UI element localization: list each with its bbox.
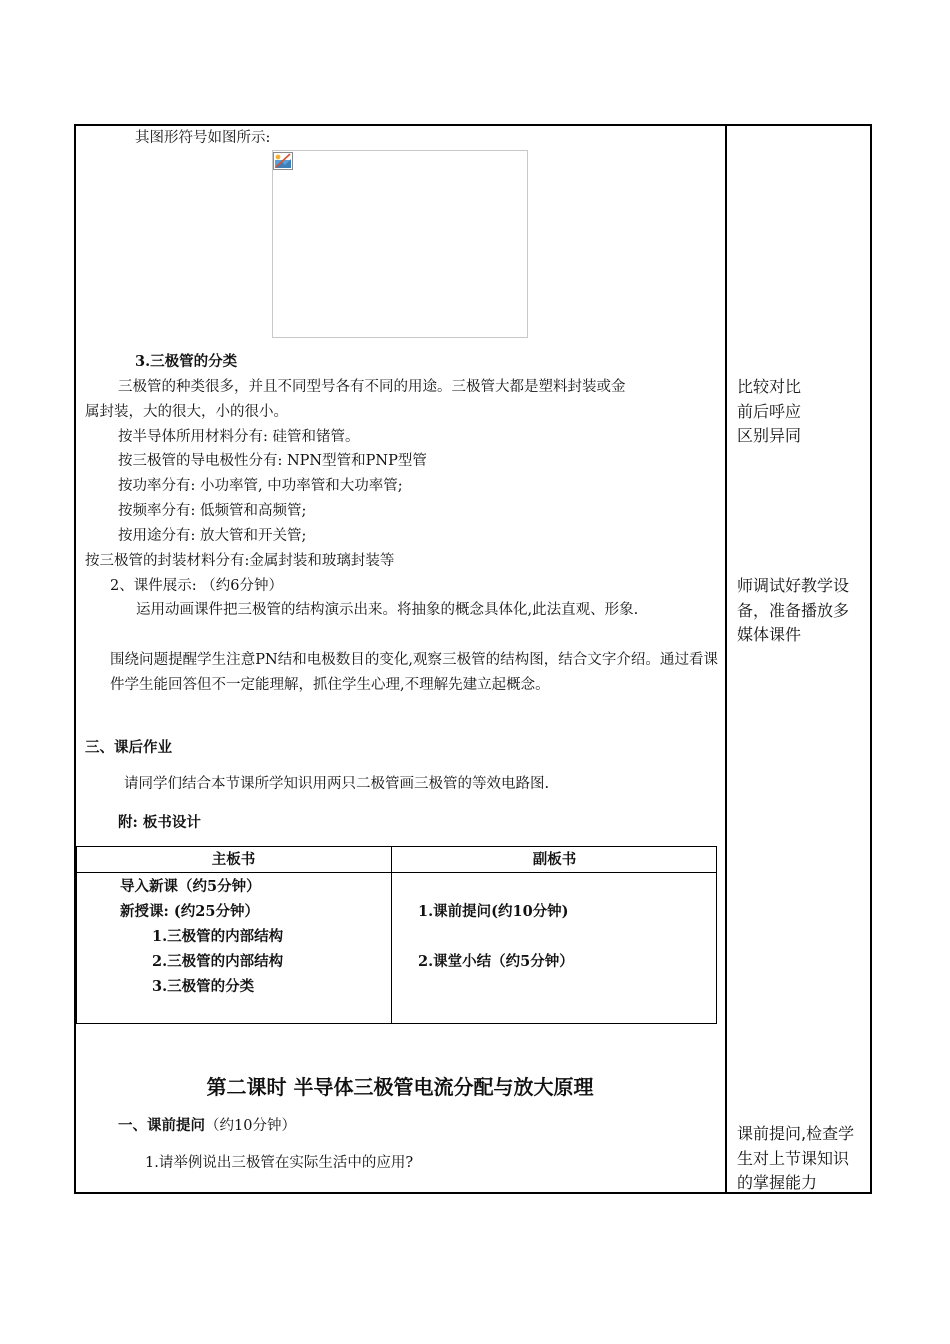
side-note-line: 比较对比 xyxy=(737,377,802,396)
side-note-line: 生对上节课知识 xyxy=(737,1148,850,1168)
board-design-title: 附: 板书设计 xyxy=(118,814,201,831)
classify-item-frequency: 按频率分有: 低频管和高频管; xyxy=(118,503,307,519)
symbol-image-placeholder xyxy=(272,150,528,338)
side-note-line: 师调试好教学设 xyxy=(737,576,850,595)
sub-board-header: 副板书 xyxy=(532,851,577,868)
column-divider xyxy=(725,124,727,1194)
sub-board-item: 1.课前提问(约10分钟) xyxy=(418,903,569,920)
lesson2-title: 第二课时 半导体三极管电流分配与放大原理 xyxy=(206,1075,594,1099)
courseware-paragraph-2: 围绕问题提醒学生注意PN结和电极数目的变化,观察三极管的结构图，结合文字介绍。通过看课件学生能回答但不一定能理解，抓住学生心理,不理解先建立起概念。 xyxy=(110,652,718,693)
courseware-title: 2、课件展示: （约6分钟） xyxy=(110,578,283,594)
classify-item-power: 按功率分有: 小功率管, 中功率管和大功率管; xyxy=(118,478,403,494)
classify-item-usage: 按用途分有: 放大管和开关管; xyxy=(118,528,307,544)
main-board-item: 新授课: (约25分钟） xyxy=(120,903,259,920)
review-title: 一、课前提问 xyxy=(118,1117,205,1134)
main-board-item: 3.三极管的分类 xyxy=(152,978,255,995)
classify-item-material: 按半导体所用材料分有: 硅管和锗管。 xyxy=(118,429,360,445)
classify-paragraph-line2: 属封装，大的很大，小的很小。 xyxy=(85,404,288,420)
section3-title: 3.三极管的分类 xyxy=(135,353,238,370)
review-time: （约10分钟） xyxy=(205,1118,296,1134)
board-table-header-rule xyxy=(76,872,717,873)
review-question-1: 1.请举例说出三极管在实际生活中的应用? xyxy=(145,1155,414,1171)
courseware-paragraph-1: 运用动画课件把三极管的结构演示出来。将抽象的概念具体化,此法直观、形象. xyxy=(136,602,639,618)
main-board-item: 导入新课（约5分钟） xyxy=(120,878,261,895)
homework-title: 三、课后作业 xyxy=(85,739,172,756)
main-board-item: 2.三极管的内部结构 xyxy=(152,953,284,970)
intro-line: 其图形符号如图所示: xyxy=(135,130,271,146)
sub-board-item: 2.课堂小结（约5分钟） xyxy=(418,953,574,970)
review-heading xyxy=(118,1116,296,1136)
side-note-line: 媒体课件 xyxy=(737,625,802,644)
main-board-header: 主板书 xyxy=(211,851,256,868)
main-board-item: 1.三极管的内部结构 xyxy=(152,928,284,945)
classify-paragraph-line1: 三极管的种类很多，并且不同型号各有不同的用途。三极管大都是塑料封装或金 xyxy=(118,379,626,395)
board-table-column-rule xyxy=(391,846,392,1024)
broken-image-icon xyxy=(273,152,293,170)
side-note-review xyxy=(737,1122,854,1196)
side-note-line: 备，准备播放多 xyxy=(737,600,850,620)
classify-item-polarity: 按三极管的导电极性分有: NPN型管和PNP型管 xyxy=(118,453,427,469)
side-note-line: 区别异同 xyxy=(737,426,802,445)
side-note-line: 课前提问,检查学 xyxy=(737,1124,855,1143)
side-note-courseware xyxy=(737,574,849,648)
classify-item-package: 按三极管的封装材料分有:金属封装和玻璃封装等 xyxy=(85,553,395,569)
side-note-compare xyxy=(737,375,801,449)
side-note-line: 前后呼应 xyxy=(737,401,802,421)
homework-text: 请同学们结合本节课所学知识用两只二极管画三极管的等效电路图. xyxy=(124,776,550,792)
side-note-line: 的掌握能力 xyxy=(737,1173,818,1192)
